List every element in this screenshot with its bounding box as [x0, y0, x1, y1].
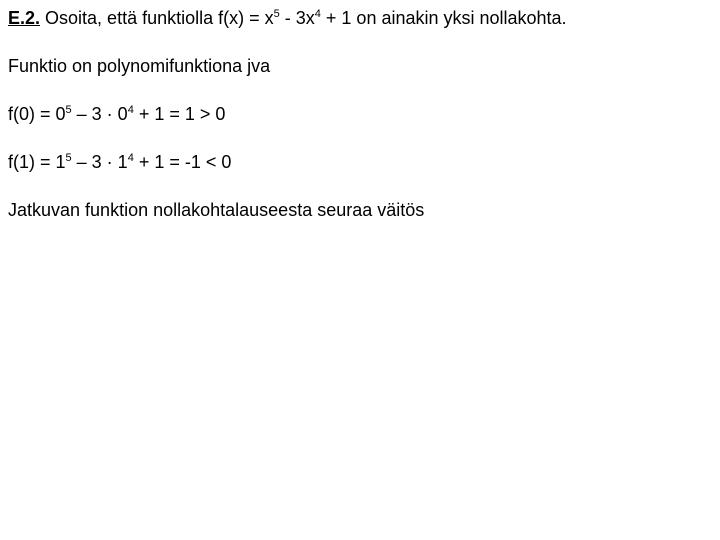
f-zero-part-3: + 1 = 1 > 0 [133, 104, 226, 124]
f-zero-part-1: f(0) = 0 [8, 104, 66, 124]
f-one-part-3: + 1 = -1 < 0 [133, 152, 232, 172]
task-label: E.2. [8, 8, 41, 28]
evaluation-f-zero [8, 103, 225, 125]
f-zero-exponent-4: 4 [127, 104, 134, 116]
f-one-exponent-4: 4 [127, 152, 134, 164]
f-zero-part-2: – 3 · 0 [71, 104, 128, 124]
f-one-exponent-5: 5 [65, 152, 72, 164]
task-text-part-1: Osoita, että funktiolla f(x) = x [40, 8, 274, 28]
task-text-part-3: + 1 on ainakin yksi nollakohta. [320, 8, 567, 28]
f-zero-exponent-5: 5 [65, 104, 72, 116]
task-exponent-4: 4 [314, 8, 321, 20]
f-one-part-1: f(1) = 1 [8, 152, 66, 172]
task-heading [8, 7, 567, 29]
task-text-part-2: - 3x [279, 8, 315, 28]
f-one-part-2: – 3 · 1 [71, 152, 128, 172]
task-exponent-5: 5 [273, 8, 280, 20]
evaluation-f-one [8, 151, 231, 173]
continuity-statement: Funktio on polynomifunktiona jva [8, 56, 271, 76]
conclusion-text: Jatkuvan funktion nollakohtalauseesta seuraa väitös [8, 200, 425, 220]
